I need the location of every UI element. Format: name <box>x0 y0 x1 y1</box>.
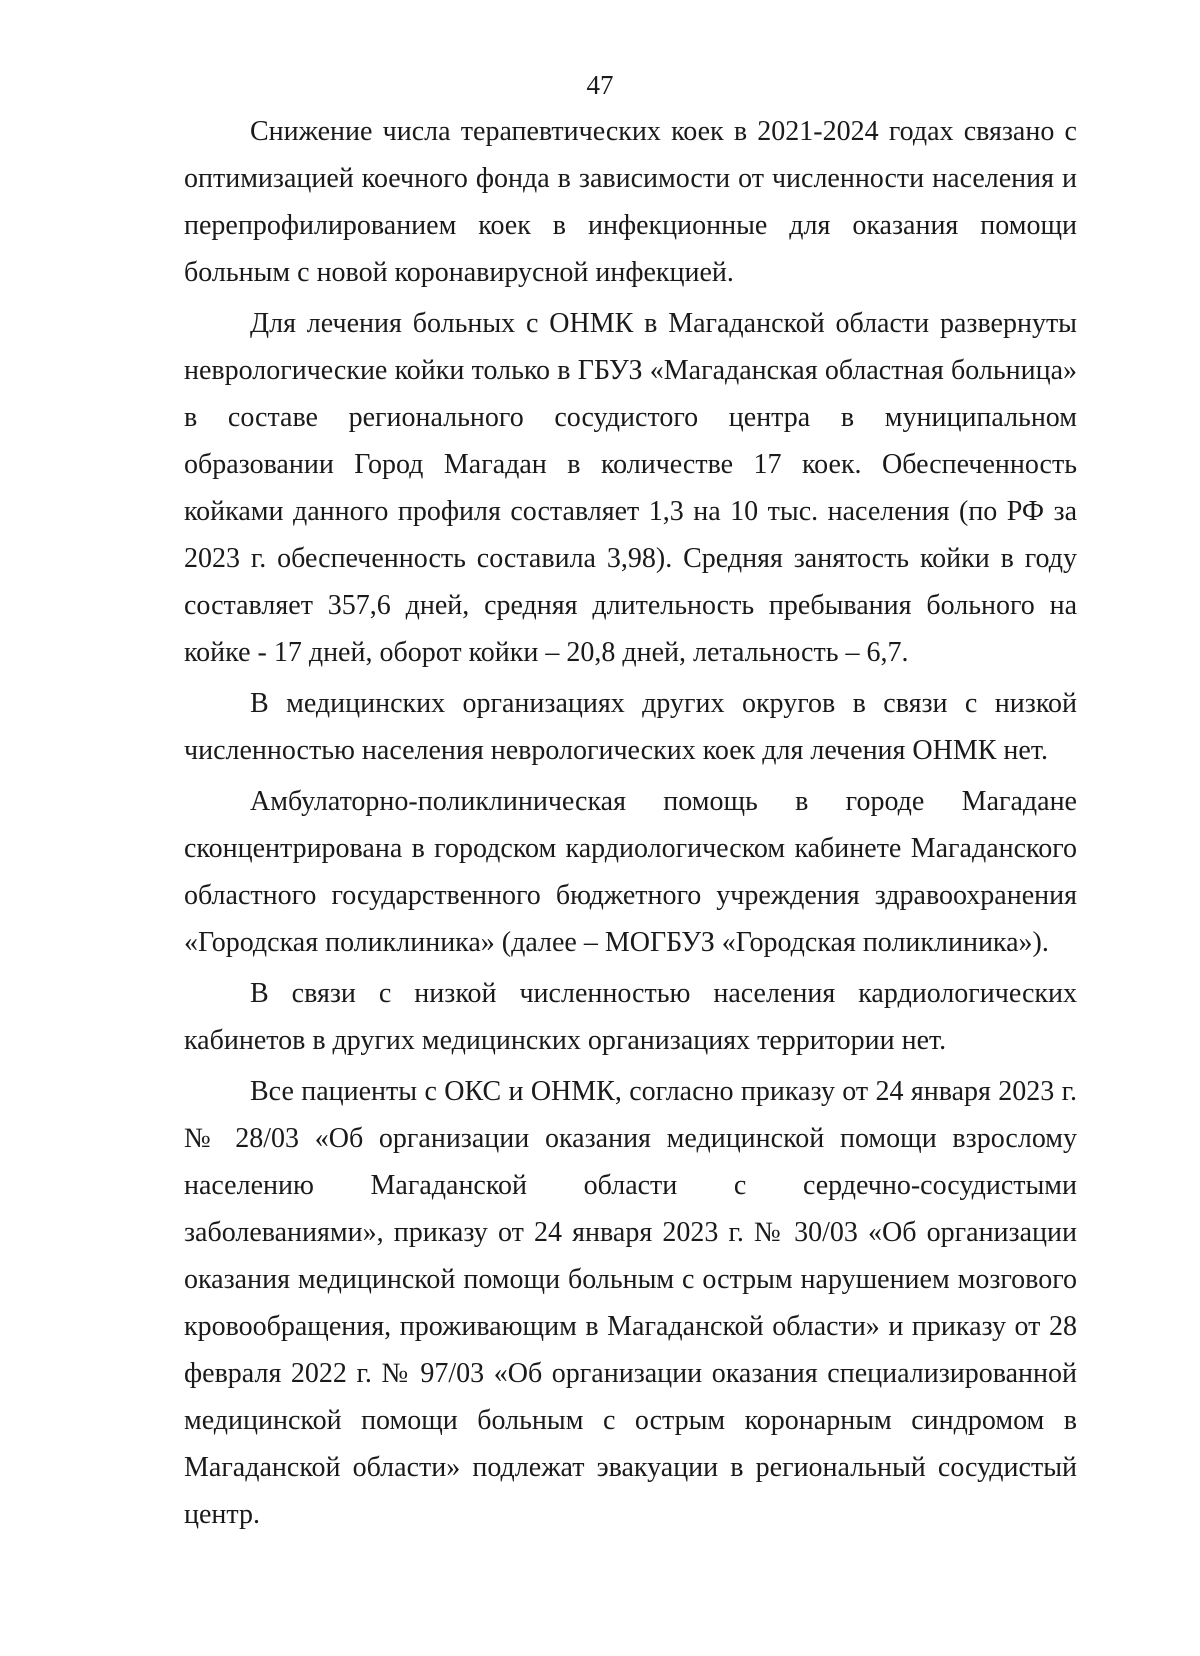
page-number: 47 <box>586 70 614 100</box>
paragraph-cardiology-offices: В связи с низкой численностью населения кардиологических кабинетов в других медицинских организациях территории нет. <box>184 978 1077 1056</box>
paragraph-outpatient-care: Амбулаторно-поликлиническая помощь в городе Магадане сконцентрирована в городском кардиологическом кабинете Магаданского областного государственного бюджетного учреждения здравоохранения «Городская поликлиника» (далее – МОГБУЗ «Городская поликлиника»). <box>184 786 1077 958</box>
document-body <box>184 108 1077 1542</box>
paragraph-therapeutic-beds: Снижение числа терапевтических коек в 2021-2024 годах связано с оптимизацией коечного фонда в зависимости от численности населения и перепрофилированием коек в инфекционные для оказания помощи больным с новой коронавирусной инфекцией. <box>184 116 1077 288</box>
paragraph-stroke-treatment: Для лечения больных с ОНМК в Магаданской области развернуты неврологические койки только в ГБУЗ «Магаданская областная больница» в составе регионального сосудистого центра в муниципальном образовании Город Магадан в количестве 17 коек. Обеспеченность койками данного профиля составляет 1,3 на 10 тыс. населения (по РФ за 2023 г. обеспеченность составила 3,98). Средняя занятость койки в году составляет 357,6 дней, средняя длительность пребывания больного на койке - 17 дней, оборот койки – 20,8 дней, летальность – 6,7. <box>184 308 1077 668</box>
paragraph-evacuation-orders: Все пациенты с ОКС и ОНМК, согласно приказу от 24 января 2023 г. № 28/03 «Об организации оказания медицинской помощи взрослому населению Магаданской области с сердечно-сосудистыми заболеваниями», приказу от 24 января 2023 г. № 30/03 «Об организации оказания медицинской помощи больным с острым нарушением мозгового кровообращения, проживающим в Магаданской области» и приказу от 28 февраля 2022 г. № 97/03 «Об организации оказания специализированной медицинской помощи больным с острым коронарным синдромом в Магаданской области» подлежат эвакуации в региональный сосудистый центр. <box>184 1076 1077 1530</box>
paragraph-other-districts: В медицинских организациях других округов в связи с низкой численностью населения неврологических коек для лечения ОНМК нет. <box>184 688 1077 766</box>
